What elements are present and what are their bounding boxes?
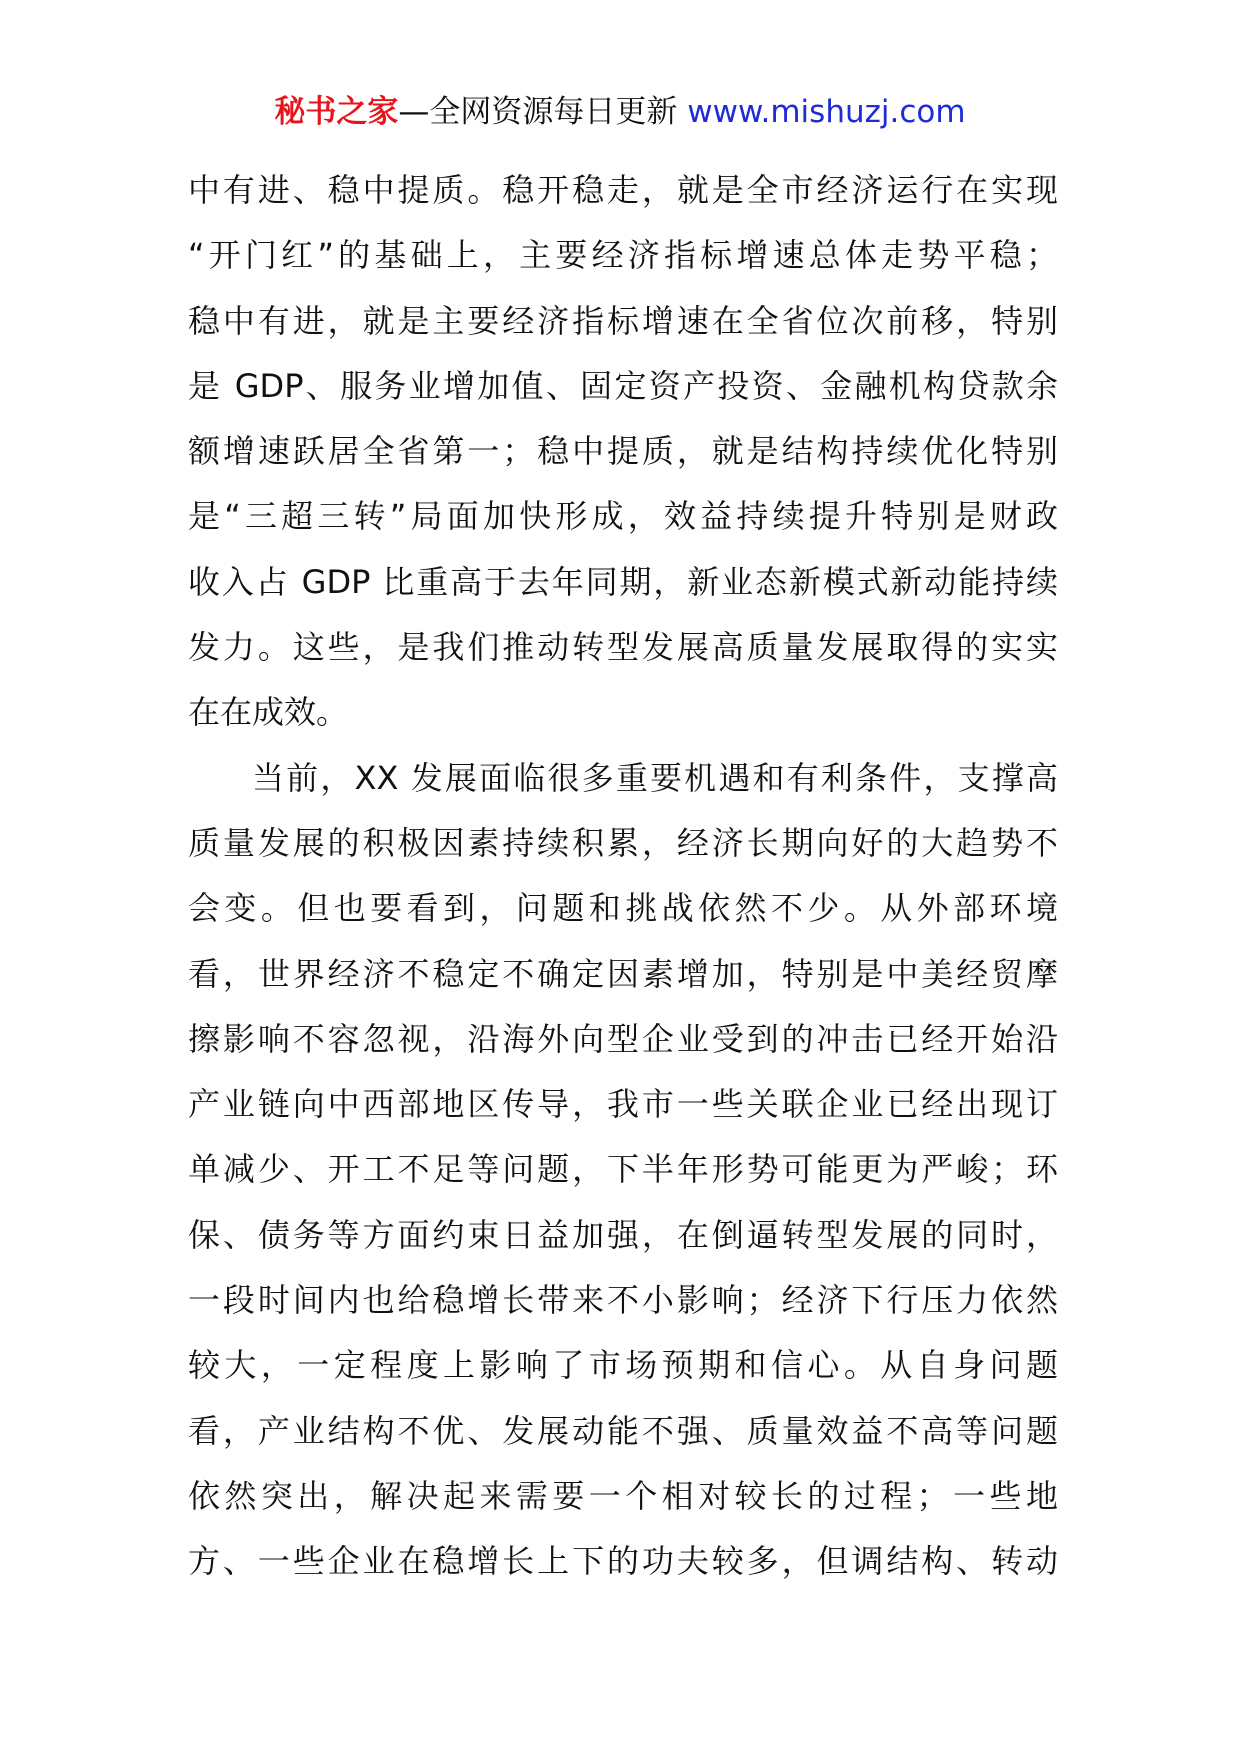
text-line: 较大，一定程度上影响了市场预期和信心。从自身问题: [188, 1346, 1058, 1385]
site-url[interactable]: www.mishuzj.com: [687, 94, 966, 130]
text-line: 发力。这些，是我们推动转型发展高质量发展取得的实实: [188, 628, 1058, 667]
text-line: 额增速跃居全省第一；稳中提质，就是结构持续优化特别: [188, 432, 1058, 471]
text-line: “开门红”的基础上，主要经济指标增速总体走势平稳；: [188, 236, 1058, 275]
text-line: 当前，XX 发展面临很多重要机遇和有利条件，支撑高: [252, 758, 1058, 797]
text-line: 是“三超三转”局面加快形成，效益持续提升特别是财政: [188, 497, 1058, 536]
paragraph: [188, 746, 1058, 1595]
text-line: 中有进、稳中提质。稳开稳走，就是全市经济运行在实现: [188, 171, 1058, 209]
site-brand: 秘书之家: [274, 94, 399, 130]
text-line: 在在成效。: [188, 693, 349, 732]
text-line: 一段时间内也给稳增长带来不小影响；经济下行压力依然: [188, 1281, 1058, 1320]
site-header: [0, 92, 1240, 132]
text-line: 方、一些企业在稳增长上下的功夫较多，但调结构、转动: [188, 1542, 1058, 1581]
text-line: 擦影响不容忽视，沿海外向型企业受到的冲击已经开始沿: [188, 1019, 1058, 1058]
text-line: 保、债务等方面约束日益加强，在倒逼转型发展的同时，: [188, 1215, 1058, 1254]
text-line: 依然突出，解决起来需要一个相对较长的过程；一些地: [188, 1476, 1058, 1515]
text-line: 会变。但也要看到，问题和挑战依然不少。从外部环境: [188, 889, 1058, 928]
site-slogan: —全网资源每日更新: [398, 94, 688, 130]
text-line: 单减少、开工不足等问题，下半年形势可能更为严峻；环: [188, 1150, 1058, 1189]
paragraph: [188, 158, 1058, 746]
document-body: [188, 158, 1058, 1595]
text-line: 是 GDP、服务业增加值、固定资产投资、金融机构贷款余: [188, 366, 1058, 405]
text-line: 看，世界经济不稳定不确定因素增加，特别是中美经贸摩: [188, 954, 1058, 993]
text-line: 稳中有进，就是主要经济指标增速在全省位次前移，特别: [188, 301, 1058, 340]
text-line: 看，产业结构不优、发展动能不强、质量效益不高等问题: [188, 1411, 1058, 1450]
text-line: 收入占 GDP 比重高于去年同期，新业态新模式新动能持续: [188, 562, 1058, 601]
text-line: 产业链向中西部地区传导，我市一些关联企业已经出现订: [188, 1085, 1058, 1124]
text-line: 质量发展的积极因素持续积累，经济长期向好的大趋势不: [188, 823, 1058, 862]
